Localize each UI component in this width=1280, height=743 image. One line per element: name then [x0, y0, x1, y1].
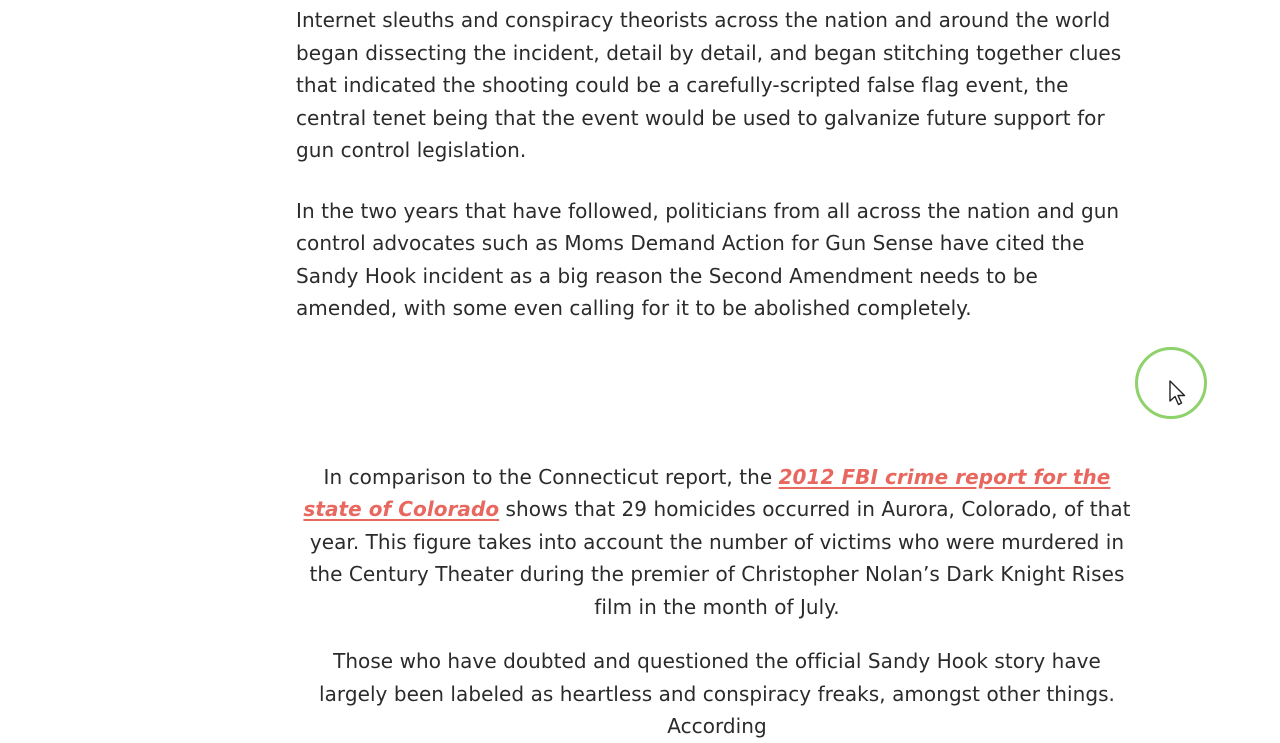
article-paragraph: Those who have doubted and questioned the official Sandy Hook story have largely been labeled as heartless and conspiracy freaks, amongst other things. According — [319, 649, 1115, 738]
paragraph-text: shows that 29 homicides occurred in Aurora, Colorado, of that year. This figure takes into account the number of victims who were murdered in the Century Theater during the premier of Christopher Nolan’s Dark Knight Rises film in the month of July. — [309, 497, 1131, 619]
article-body — [296, 4, 1138, 743]
article-paragraph — [296, 461, 1138, 624]
fbi-crime-report-link[interactable]: 2012 FBI crime report for the state of Colorado — [303, 464, 1111, 521]
pointer-arrow-icon — [1169, 380, 1187, 406]
paragraph-text: In comparison to the Connecticut report, the — [323, 464, 779, 489]
article-paragraph: Internet sleuths and conspiracy theorists across the nation and around the world began dissecting the incident, detail by detail, and began stitching together clues that indicated the shooting could be a carefully-scripted false flag event, the central tenet being that the event would be used to galvanize future support for gun control legislation. — [296, 8, 1122, 162]
article-paragraph: In the two years that have followed, politicians from all across the nation and gun control advocates such as Moms Demand Action for Gun Sense have cited the Sandy Hook incident as a big reason the Second Amendment needs to be amended, with some even calling for it to be abolished completely. — [296, 198, 1120, 320]
